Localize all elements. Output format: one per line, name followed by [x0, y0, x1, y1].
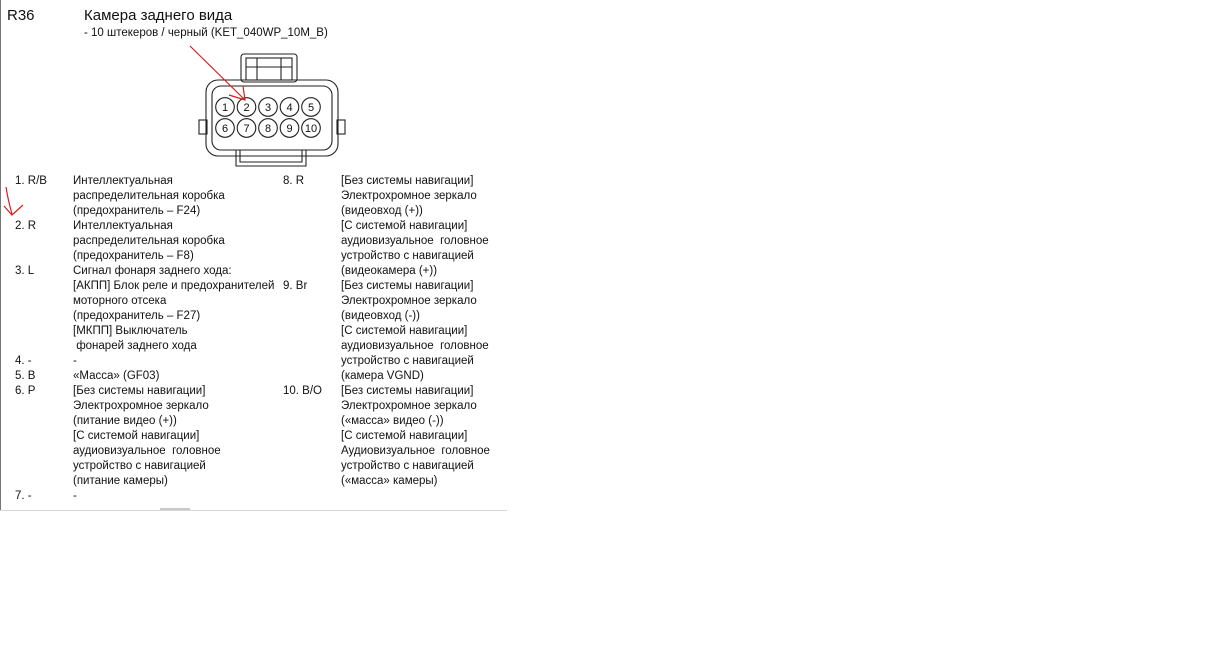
pin-description-line: [Без системы навигации] — [341, 280, 474, 292]
pin-label: 6. P — [15, 385, 36, 397]
pin-description-line: - — [73, 490, 77, 502]
pin-description-line: [С системой навигации] — [341, 220, 468, 232]
pin-description-line: Электрохромное зеркало — [341, 190, 477, 202]
pin-description-line: «Масса» (GF03) — [73, 370, 160, 382]
pin-2-number: 2 — [243, 102, 250, 114]
pin-row-bottom — [216, 119, 321, 138]
pin-9-number: 9 — [286, 123, 293, 135]
pin-description-line: фонарей заднего хода — [73, 340, 197, 352]
pin-label: 7. - — [15, 490, 32, 502]
pin-description-line: устройство с навигацией — [341, 250, 474, 262]
pin-description-line: распределительная коробка — [73, 190, 225, 202]
pin-label: 8. R — [283, 175, 305, 187]
pin-description-line: [С системой навигации] — [341, 325, 468, 337]
pin-description-line: распределительная коробка — [73, 235, 225, 247]
pin-description-line: [Без системы навигации] — [341, 385, 474, 397]
pin-description-line: устройство с навигацией — [341, 355, 474, 367]
pin-label: 1. R/B — [15, 175, 47, 187]
pin-description-line: [Без системы навигации] — [341, 175, 474, 187]
pin-3-number: 3 — [264, 102, 272, 114]
pin-10-number: 10 — [304, 123, 318, 135]
pin-description-line: аудиовизуальное головное — [341, 340, 489, 352]
pin-description-line: [Без системы навигации] — [73, 385, 206, 397]
pin-description-line: устройство с навигацией — [73, 460, 206, 472]
connector-code: R36 — [7, 7, 35, 24]
pin-description-line: (предохранитель – F8) — [73, 250, 194, 262]
connector-diagram — [0, 0, 520, 180]
pin-description-line: аудиовизуальное головное — [73, 445, 221, 457]
pin-description-line: [АКПП] Блок реле и предохранителей — [73, 280, 275, 292]
pin-description-line: - — [73, 355, 77, 367]
pin-description-line: Сигнал фонаря заднего хода: — [73, 265, 232, 277]
connector-spec: - 10 штекеров / черный (KET_040WP_10M_B) — [84, 27, 328, 39]
pin-description-line: (питание камеры) — [73, 475, 168, 487]
pin-description-line: (видеовход (-)) — [341, 310, 420, 322]
pin-description-line: (видеокамера (+)) — [341, 265, 438, 277]
pin-label: 10. B/O — [283, 385, 322, 397]
pin-label: 3. L — [15, 265, 35, 277]
pin-description-line: [МКПП] Выключатель — [73, 325, 188, 337]
pin-row-top — [216, 98, 321, 117]
pin-description-line: [С системой навигации] — [341, 430, 468, 442]
pin-5-number: 5 — [307, 102, 315, 114]
pin-description-line: Электрохромное зеркало — [341, 295, 477, 307]
page-title: Камера заднего вида — [84, 7, 233, 24]
pin-description-line: Электрохромное зеркало — [341, 400, 477, 412]
pin-description-line: («масса» видео (-)) — [341, 415, 444, 427]
pin-description-line: аудиовизуальное головное — [341, 235, 489, 247]
pin-description-line: (предохранитель – F27) — [73, 310, 201, 322]
pin-6-number: 6 — [221, 123, 229, 135]
pin-description-line: (питание видео (+)) — [73, 415, 177, 427]
pin-1-number: 1 — [221, 102, 229, 114]
pin-description-line: Интеллектуальная — [73, 175, 173, 187]
annotation-arrow-pin2 — [190, 46, 245, 100]
pin-label: 2. R — [15, 220, 37, 232]
pin-description-line: («масса» камеры) — [341, 475, 438, 487]
annotation-arrow-left — [0, 0, 40, 230]
frame-mark — [160, 508, 190, 510]
pin-description-line: Аудиовизуальное головное — [341, 445, 490, 457]
pin-description-line: (видеовход (+)) — [341, 205, 423, 217]
pin-label: 4. - — [15, 355, 32, 367]
pin-description-line: моторного отсека — [73, 295, 167, 307]
pin-description-line: [С системой навигации] — [73, 430, 200, 442]
pin-4-number: 4 — [286, 102, 293, 114]
pin-8-number: 8 — [264, 123, 272, 135]
pin-description-line: Электрохромное зеркало — [73, 400, 209, 412]
pin-description-line: (камера VGND) — [341, 370, 424, 382]
pin-label: 5. B — [15, 370, 36, 382]
pin-label: 9. Br — [283, 280, 308, 292]
frame-border-bottom — [0, 510, 507, 511]
pin-7-number: 7 — [243, 123, 250, 135]
pin-description-line: устройство с навигацией — [341, 460, 474, 472]
pin-description-line: Интеллектуальная — [73, 220, 173, 232]
pin-description-line: (предохранитель – F24) — [73, 205, 201, 217]
